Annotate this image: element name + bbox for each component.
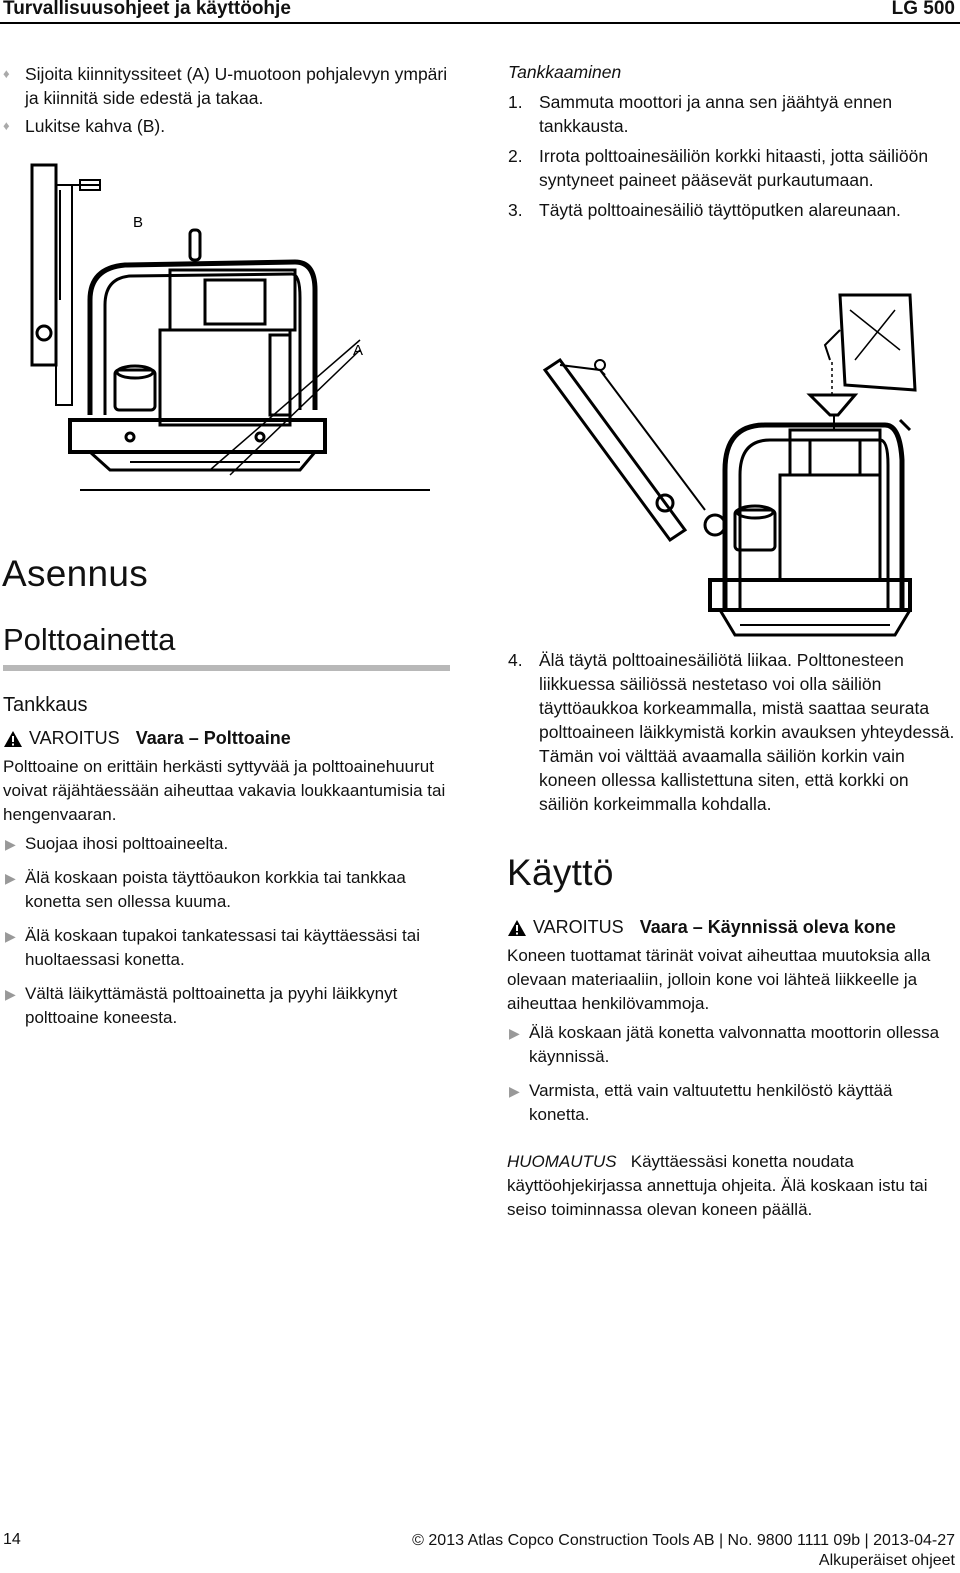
warning-text: Polttoaine on erittäin herkästi syttyvää ja polttoainehuurut voivat räjähtäessään aiheuttaa vakavia loukkaantumisia tai hengenvaaran. [3,757,446,824]
list-item [508,90,948,138]
label-a: A [353,342,364,359]
subheading-divider [3,665,450,671]
list-item [3,866,458,914]
footer-copyright-block [412,1531,955,1571]
subheading-fuel: Polttoainetta [3,622,176,657]
refueling-illustration [540,290,920,645]
page-number: 14 [3,1531,21,1548]
diamond-bullet-icon: ♦ [3,66,10,81]
list-item-text: Vältä läikyttämästä polttoainetta ja pyyhi läikkynyt polttoaine koneesta. [25,984,398,1027]
strap-instructions [3,62,453,142]
list-item [507,1079,957,1127]
header-divider [0,22,960,24]
warning-title: Vaara – Polttoaine [135,728,291,748]
list-item [3,832,458,856]
list-item-text: Suojaa ihosi polttoaineelta. [25,834,229,853]
step-number: 1. [508,92,523,112]
operation-note [507,1150,959,1222]
list-item-text: Lukitse kahva (B). [25,116,166,136]
triangle-arrow-icon: ▶ [5,870,16,886]
footer-original-instructions: Alkuperäiset ohjeet [818,1552,955,1569]
warning-title: Vaara – Käynnissä oleva kone [639,917,896,937]
warning-fuel [3,728,291,749]
warning-label: VAROITUS [533,917,624,937]
page-header-model: LG 500 [891,0,955,19]
warning-text: Koneen tuottamat tärinät voivat aiheuttaa muutoksia alla olevaan materiaaliin, jolloin kone voi lähteä liikkeelle ja aiheuttaa henkilövammoja. [507,946,931,1013]
refuel-step-4 [508,648,956,816]
warning-triangle-icon [507,919,527,937]
section-heading-operation: Käyttö [507,852,614,893]
list-item [508,198,948,222]
step-text: Sammuta moottori ja anna sen jäähtyä ennen tankkausta. [539,92,893,136]
list-item [3,924,458,972]
list-item-text: Sijoita kiinnityssiteet (A) U-muotoon pohjalevyn ympäri ja kiinnitä side edestä ja takaa. [25,64,448,108]
footer-copyright: © 2013 Atlas Copco Construction Tools AB | No. 9800 1111 09b | 2013-04-27 [412,1532,955,1549]
refuel-steps [508,90,948,222]
list-item [508,648,956,816]
compactor-strap-illustration [30,150,450,495]
warning-label: VAROITUS [29,728,120,748]
triangle-arrow-icon: ▶ [5,986,16,1002]
triangle-arrow-icon: ▶ [509,1083,520,1099]
triangle-arrow-icon: ▶ [509,1025,520,1041]
note-label: HUOMAUTUS [507,1152,617,1171]
diamond-bullet-icon: ♦ [3,118,10,133]
section-heading-installation: Asennus [2,553,149,594]
list-item [507,1021,957,1069]
refuel-title: Tankkaaminen [508,62,622,82]
list-item [3,982,458,1030]
section-refuel: Tankkaus [3,694,88,716]
triangle-arrow-icon: ▶ [5,836,16,852]
label-b: B [133,214,144,231]
list-item [3,62,453,110]
fuel-actions [3,832,458,1030]
list-item-text: Varmista, että vain valtuutettu henkilöstö käyttää konetta. [529,1081,893,1124]
operation-actions [507,1021,957,1127]
list-item-text: Älä koskaan jätä konetta valvonnatta moottorin ollessa käynnissä. [529,1023,940,1066]
step-number: 3. [508,200,523,220]
list-item-text: Älä koskaan tupakoi tankatessasi tai käyttäessäsi tai huoltaessasi konetta. [25,926,420,969]
warning-triangle-icon [3,730,23,748]
step-text: Älä täytä polttoainesäiliötä liikaa. Polttonesteen liikkuessa säiliössä nestetaso voi olla säiliön täyttöaukkoa korkeammalla, mistä saattaa seurata polttoaineen läikkymistä korkin avauksen yhteydessä. Tämän voi välttää avaamalla säiliön korkin vain koneen ollessa kallistettuna siten, että korkki on säiliön korkeimmalla kohdalla. [539,650,955,814]
warning-running-machine [507,917,896,938]
step-text: Täytä polttoainesäiliö täyttöputken alareunaan. [539,200,901,220]
step-number: 4. [508,650,523,670]
page-header-title: Turvallisuusohjeet ja käyttöohje [3,0,291,19]
step-text: Irrota polttoainesäiliön korkki hitaasti, jotta säiliöön syntyneet paineet pääsevät purkautumaan. [539,146,929,190]
note-text: Käyttäessäsi konetta noudata käyttöohjekirjassa annettuja ohjeita. Älä koskaan istu tai seiso toiminnassa olevan koneen päällä. [507,1152,928,1219]
triangle-arrow-icon: ▶ [5,928,16,944]
list-item [3,114,453,138]
list-item [508,144,948,192]
step-number: 2. [508,146,523,166]
list-item-text: Älä koskaan poista täyttöaukon korkkia tai tankkaa konetta sen ollessa kuuma. [25,868,406,911]
